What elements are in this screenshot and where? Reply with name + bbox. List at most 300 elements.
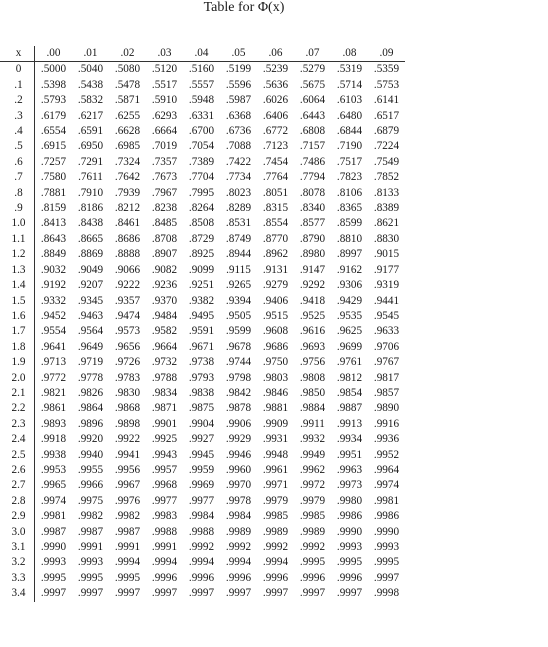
table-cell: .9992 (225, 541, 252, 553)
table-cell: .9732 (151, 356, 178, 369)
table-cell: .5675 (299, 78, 326, 91)
row-label: 2.1 (0, 386, 35, 401)
table-cell: .8554 (262, 217, 289, 230)
table-cell: .9916 (373, 417, 400, 430)
table-cell: .9251 (188, 279, 215, 292)
table-cell: .6480 (336, 109, 363, 122)
table-cell: .9474 (114, 309, 141, 322)
row-label: .1 (0, 78, 35, 93)
table-cell: .8461 (114, 217, 141, 230)
table-row (0, 448, 405, 463)
table-cell: .9591 (188, 325, 215, 338)
table-cell: .9850 (299, 386, 326, 399)
table-cell: .9956 (114, 463, 141, 476)
table-cell: .9996 (262, 571, 289, 584)
table-cell: .8023 (225, 186, 252, 199)
table-cell: .9495 (188, 309, 215, 322)
table-cell: .8925 (188, 248, 215, 261)
table-cell: .7881 (40, 186, 67, 199)
table-cell: .9966 (77, 479, 104, 492)
table-cell: .9997 (225, 587, 252, 600)
table-cell: .7123 (262, 140, 289, 153)
table-cell: .8438 (77, 217, 104, 230)
table-row (0, 232, 405, 247)
row-label: 3.2 (0, 555, 35, 570)
table-cell: .7088 (225, 140, 252, 153)
table-cell: .9207 (77, 279, 104, 292)
table-cell: .9306 (336, 279, 363, 292)
table-row (0, 417, 405, 432)
table-cell: .9535 (336, 309, 363, 322)
table-cell: .9750 (262, 356, 289, 369)
table-cell: .9032 (40, 263, 67, 276)
table-cell: .7257 (40, 155, 67, 168)
table-row (0, 509, 405, 524)
row-label: .5 (0, 139, 35, 154)
table-cell: .9978 (225, 494, 252, 507)
table-cell: .8830 (373, 232, 400, 245)
table-cell: .9986 (336, 510, 363, 523)
table-cell: .8078 (299, 186, 326, 199)
column-header: .03 (146, 46, 183, 62)
table-cell: .9991 (151, 541, 178, 553)
table-cell: .9951 (336, 448, 363, 461)
table-cell: .9922 (114, 433, 141, 446)
table-cell: .5160 (188, 63, 215, 76)
row-label: 1.6 (0, 309, 35, 324)
table-cell: .5000 (40, 63, 67, 76)
column-header: .04 (183, 46, 220, 62)
table-cell: .9429 (336, 294, 363, 307)
table-cell: .9996 (336, 571, 363, 584)
table-cell: .5199 (225, 63, 252, 76)
table-cell: .9656 (114, 340, 141, 353)
table-cell: .9931 (262, 433, 289, 446)
row-label: 1.1 (0, 232, 35, 247)
table-cell: .9987 (77, 525, 104, 538)
table-cell: .6064 (299, 94, 326, 107)
table-cell: .9991 (114, 541, 141, 553)
table-body (0, 62, 405, 602)
table-cell: .9192 (40, 279, 67, 292)
normal-cdf-table (0, 46, 405, 602)
table-row (0, 340, 405, 355)
table-cell: .8159 (40, 202, 67, 215)
column-header: .08 (331, 46, 368, 62)
table-cell: .9994 (262, 556, 289, 569)
table-row (0, 494, 405, 509)
table-cell: .9949 (299, 448, 326, 461)
table-cell: .9525 (299, 309, 326, 322)
table-cell: .8997 (336, 248, 363, 261)
table-cell: .7224 (373, 140, 400, 153)
table-cell: .9830 (114, 386, 141, 399)
table-cell: .9995 (373, 556, 400, 569)
table-cell: .9997 (151, 587, 178, 600)
column-header-x: x (0, 46, 35, 62)
table-cell: .9099 (188, 263, 215, 276)
table-cell: .6179 (40, 109, 67, 122)
table-cell: .9693 (299, 340, 326, 353)
table-cell: .7967 (151, 186, 178, 199)
table-cell: .9997 (77, 587, 104, 600)
table-cell: .9744 (225, 356, 252, 369)
row-label: 2.2 (0, 401, 35, 416)
row-label: 2.4 (0, 432, 35, 447)
table-row (0, 371, 405, 386)
table-cell: .9871 (151, 402, 178, 415)
column-header: .06 (257, 46, 294, 62)
table-cell: .9854 (336, 386, 363, 399)
table-row (0, 155, 405, 170)
table-cell: .9345 (77, 294, 104, 307)
table-cell: .9625 (336, 325, 363, 338)
table-cell: .8810 (336, 232, 363, 245)
table-cell: .5832 (77, 94, 104, 107)
table-cell: .9960 (225, 463, 252, 476)
table-cell: .6331 (188, 109, 215, 122)
table-cell: .7389 (188, 155, 215, 168)
table-row (0, 93, 405, 108)
table-cell: .8365 (336, 202, 363, 215)
table-cell: .9826 (77, 386, 104, 399)
table-cell: .9925 (151, 433, 178, 446)
table-cell: .6443 (299, 109, 326, 122)
table-cell: .9616 (299, 325, 326, 338)
table-cell: .6772 (262, 125, 289, 138)
table-cell: .9964 (373, 463, 400, 476)
table-cell: .9761 (336, 356, 363, 369)
table-cell: .9929 (225, 433, 252, 446)
table-cell: .9177 (373, 263, 400, 276)
table-cell: .9726 (114, 356, 141, 369)
table-cell: .9394 (225, 294, 252, 307)
table-cell: .5793 (40, 94, 67, 107)
table-header (0, 46, 405, 62)
table-cell: .9996 (188, 571, 215, 584)
table-cell: .9941 (114, 448, 141, 461)
table-cell: .8790 (299, 232, 326, 245)
table-cell: .6368 (225, 109, 252, 122)
row-label: 3.1 (0, 540, 35, 555)
table-row (0, 555, 405, 570)
table-cell: .9962 (299, 463, 326, 476)
table-cell: .9997 (188, 587, 215, 600)
table-cell: .6879 (373, 125, 400, 138)
table-cell: .5753 (373, 78, 400, 91)
table-cell: .9783 (114, 371, 141, 384)
table-cell: .9995 (336, 556, 363, 569)
table-cell: .9981 (373, 494, 400, 507)
row-label: 1.2 (0, 247, 35, 262)
table-cell: .9767 (373, 356, 400, 369)
table-cell: .8907 (151, 248, 178, 261)
table-cell: .9463 (77, 309, 104, 322)
table-cell: .9896 (77, 417, 104, 430)
row-label: 2.6 (0, 463, 35, 478)
table-cell: .9998 (373, 587, 400, 600)
table-cell: .9756 (299, 356, 326, 369)
table-cell: .9906 (225, 417, 252, 430)
table-cell: .9292 (299, 279, 326, 292)
table-row (0, 62, 405, 78)
table-cell: .6950 (77, 140, 104, 153)
row-label: 3.0 (0, 525, 35, 540)
table-cell: .9936 (373, 433, 400, 446)
row-label: .4 (0, 124, 35, 139)
table-cell: .9772 (40, 371, 67, 384)
table-cell: .8944 (225, 248, 252, 261)
table-cell: .9599 (225, 325, 252, 338)
table-cell: .9997 (299, 587, 326, 600)
table-cell: .5948 (188, 94, 215, 107)
table-cell: .9817 (373, 371, 400, 384)
table-cell: .9608 (262, 325, 289, 338)
table-cell: .7190 (336, 140, 363, 153)
table-cell: .9965 (40, 479, 67, 492)
table-cell: .9131 (262, 263, 289, 276)
table-cell: .9948 (262, 448, 289, 461)
table-cell: .8133 (373, 186, 400, 199)
table-cell: .8531 (225, 217, 252, 230)
table-cell: .9977 (151, 494, 178, 507)
table-cell: .8599 (336, 217, 363, 230)
table-row (0, 571, 405, 586)
table-cell: .9082 (151, 263, 178, 276)
table-cell: .8980 (299, 248, 326, 261)
table-cell: .7673 (151, 171, 178, 184)
row-label: .6 (0, 155, 35, 170)
table-cell: .8749 (225, 232, 252, 245)
table-cell: .8849 (40, 248, 67, 261)
table-row (0, 309, 405, 324)
table-cell: .9834 (151, 386, 178, 399)
table-cell: .8643 (40, 232, 67, 245)
table-cell: .9955 (77, 463, 104, 476)
table-cell: .8577 (299, 217, 326, 230)
table-row (0, 170, 405, 185)
table-cell: .9979 (299, 494, 326, 507)
table-cell: .7995 (188, 186, 215, 199)
table-cell: .9147 (299, 263, 326, 276)
table-row (0, 478, 405, 493)
table-cell: .9990 (40, 541, 67, 553)
table-cell: .9821 (40, 386, 67, 399)
table-cell: .9985 (299, 510, 326, 523)
table-cell: .9713 (40, 356, 67, 369)
column-header: .07 (294, 46, 331, 62)
table-cell: .9993 (40, 556, 67, 569)
table-cell: .8413 (40, 217, 67, 230)
table-cell: .9484 (151, 309, 178, 322)
table-cell: .7939 (114, 186, 141, 199)
row-label: .3 (0, 109, 35, 124)
table-cell: .9441 (373, 294, 400, 307)
table-cell: .9798 (225, 371, 252, 384)
table-cell: .9452 (40, 309, 67, 322)
table-cell: .9842 (225, 386, 252, 399)
table-cell: .7910 (77, 186, 104, 199)
table-cell: .8389 (373, 202, 400, 215)
table-cell: .9115 (226, 263, 251, 276)
table-row (0, 216, 405, 231)
table-cell: .9049 (77, 263, 104, 276)
row-label: 2.3 (0, 417, 35, 432)
table-cell: .9996 (225, 571, 252, 584)
table-cell: .9236 (151, 279, 178, 292)
table-cell: .9996 (299, 571, 326, 584)
table-cell: .9671 (188, 340, 215, 353)
row-label: .7 (0, 170, 35, 185)
table-cell: .9992 (262, 541, 289, 553)
table-cell: .9920 (77, 433, 104, 446)
column-header: .01 (72, 46, 109, 62)
table-cell: .7823 (336, 171, 363, 184)
table-cell: .9961 (262, 463, 289, 476)
table-cell: .8508 (188, 217, 215, 230)
table-cell: .5636 (262, 78, 289, 91)
table-cell: .9995 (40, 571, 67, 584)
table-cell: .9778 (77, 371, 104, 384)
table-cell: .9972 (299, 479, 326, 492)
table-cell: .5359 (373, 63, 400, 76)
table-row (0, 355, 405, 370)
table-cell: .9582 (151, 325, 178, 338)
table-cell: .7422 (225, 155, 252, 168)
table-cell: .7764 (262, 171, 289, 184)
header-row (0, 46, 405, 62)
table-row (0, 263, 405, 278)
table-row (0, 186, 405, 201)
table-cell: .9975 (77, 494, 104, 507)
table-cell: .9573 (114, 325, 141, 338)
table-cell: .5517 (151, 78, 178, 91)
table-cell: .9996 (151, 571, 178, 584)
table-cell: .8708 (151, 232, 178, 245)
table-cell: .9868 (114, 402, 141, 415)
table-cell: .9984 (188, 510, 215, 523)
table-cell: .9927 (188, 433, 215, 446)
row-label: 2.9 (0, 509, 35, 524)
table-cell: .9983 (151, 510, 178, 523)
table-cell: .9861 (40, 402, 67, 415)
table-cell: .7324 (114, 155, 141, 168)
table-cell: .9963 (336, 463, 363, 476)
table-cell: .9993 (336, 541, 363, 553)
table-cell: .8770 (262, 232, 289, 245)
table-cell: .9279 (262, 279, 289, 292)
table-cell: .9980 (336, 494, 363, 507)
table-cell: .7580 (40, 171, 67, 184)
table-cell: .9686 (262, 340, 289, 353)
table-cell: .9973 (336, 479, 363, 492)
table-cell: .9938 (40, 448, 67, 461)
table-cell: .9990 (336, 525, 363, 538)
row-label: 2.7 (0, 478, 35, 493)
row-label: 3.4 (0, 586, 35, 601)
page-title: Table for Φ(x) (203, 0, 285, 15)
table-cell: .9992 (188, 541, 215, 553)
row-label: 1.4 (0, 278, 35, 293)
table-cell: .9222 (114, 279, 141, 292)
table-cell: .9988 (188, 525, 215, 538)
table-cell: .5080 (114, 63, 141, 76)
table-cell: .6664 (151, 125, 178, 138)
row-label: .2 (0, 93, 35, 108)
table-cell: .7291 (77, 155, 104, 168)
table-cell: .8485 (151, 217, 178, 230)
table-row (0, 124, 405, 139)
row-label: .9 (0, 201, 35, 216)
table-cell: .9984 (225, 510, 252, 523)
table-row (0, 401, 405, 416)
table-row (0, 586, 405, 601)
table-cell: .9940 (77, 448, 104, 461)
row-label: 3.3 (0, 571, 35, 586)
table-cell: .8686 (114, 232, 141, 245)
table-cell: .9838 (188, 386, 215, 399)
table-cell: .9989 (225, 525, 252, 538)
table-cell: .9932 (299, 433, 326, 446)
table-cell: .9664 (151, 340, 178, 353)
table-cell: .9641 (40, 340, 67, 353)
column-header: .09 (368, 46, 405, 62)
table-cell: .9988 (151, 525, 178, 538)
table-cell: .9979 (262, 494, 289, 507)
table-cell: .8264 (188, 202, 215, 215)
table-cell: .9564 (77, 325, 104, 338)
table-cell: .9981 (40, 510, 67, 523)
table-cell: .9878 (225, 402, 252, 415)
table-cell: .6554 (40, 125, 67, 138)
table-cell: .5438 (77, 78, 104, 91)
table-cell: .7734 (225, 171, 252, 184)
table-cell: .6736 (225, 125, 252, 138)
table-row (0, 78, 405, 93)
table-cell: .9738 (188, 356, 215, 369)
table-cell: .6406 (262, 109, 289, 122)
table-cell: .5319 (336, 63, 363, 76)
table-cell: .9994 (114, 556, 141, 569)
table-cell: .8888 (114, 248, 141, 261)
table-cell: .8186 (77, 202, 104, 215)
row-label: 1.5 (0, 294, 35, 309)
table-cell: .9406 (262, 294, 289, 307)
table-cell: .9977 (188, 494, 215, 507)
table-cell: .9015 (373, 248, 400, 261)
table-cell: .9987 (114, 525, 141, 538)
table-cell: .5596 (225, 78, 252, 91)
table-cell: .9994 (151, 556, 178, 569)
table-cell: .5478 (114, 78, 141, 91)
table-row (0, 432, 405, 447)
normal-cdf-table-container (0, 46, 405, 602)
table-cell: .9699 (336, 340, 363, 353)
table-cell: .7019 (151, 140, 178, 153)
row-label: 1.7 (0, 324, 35, 339)
table-cell: .9812 (336, 371, 363, 384)
table-cell: .7517 (336, 155, 363, 168)
row-label: 0 (0, 62, 35, 78)
table-cell: .6844 (336, 125, 363, 138)
table-cell: .9986 (373, 510, 400, 523)
table-cell: .8051 (262, 186, 289, 199)
table-cell: .8289 (225, 202, 252, 215)
table-cell: .8340 (299, 202, 326, 215)
table-row (0, 386, 405, 401)
column-header: .02 (109, 46, 146, 62)
table-cell: .9162 (336, 263, 363, 276)
